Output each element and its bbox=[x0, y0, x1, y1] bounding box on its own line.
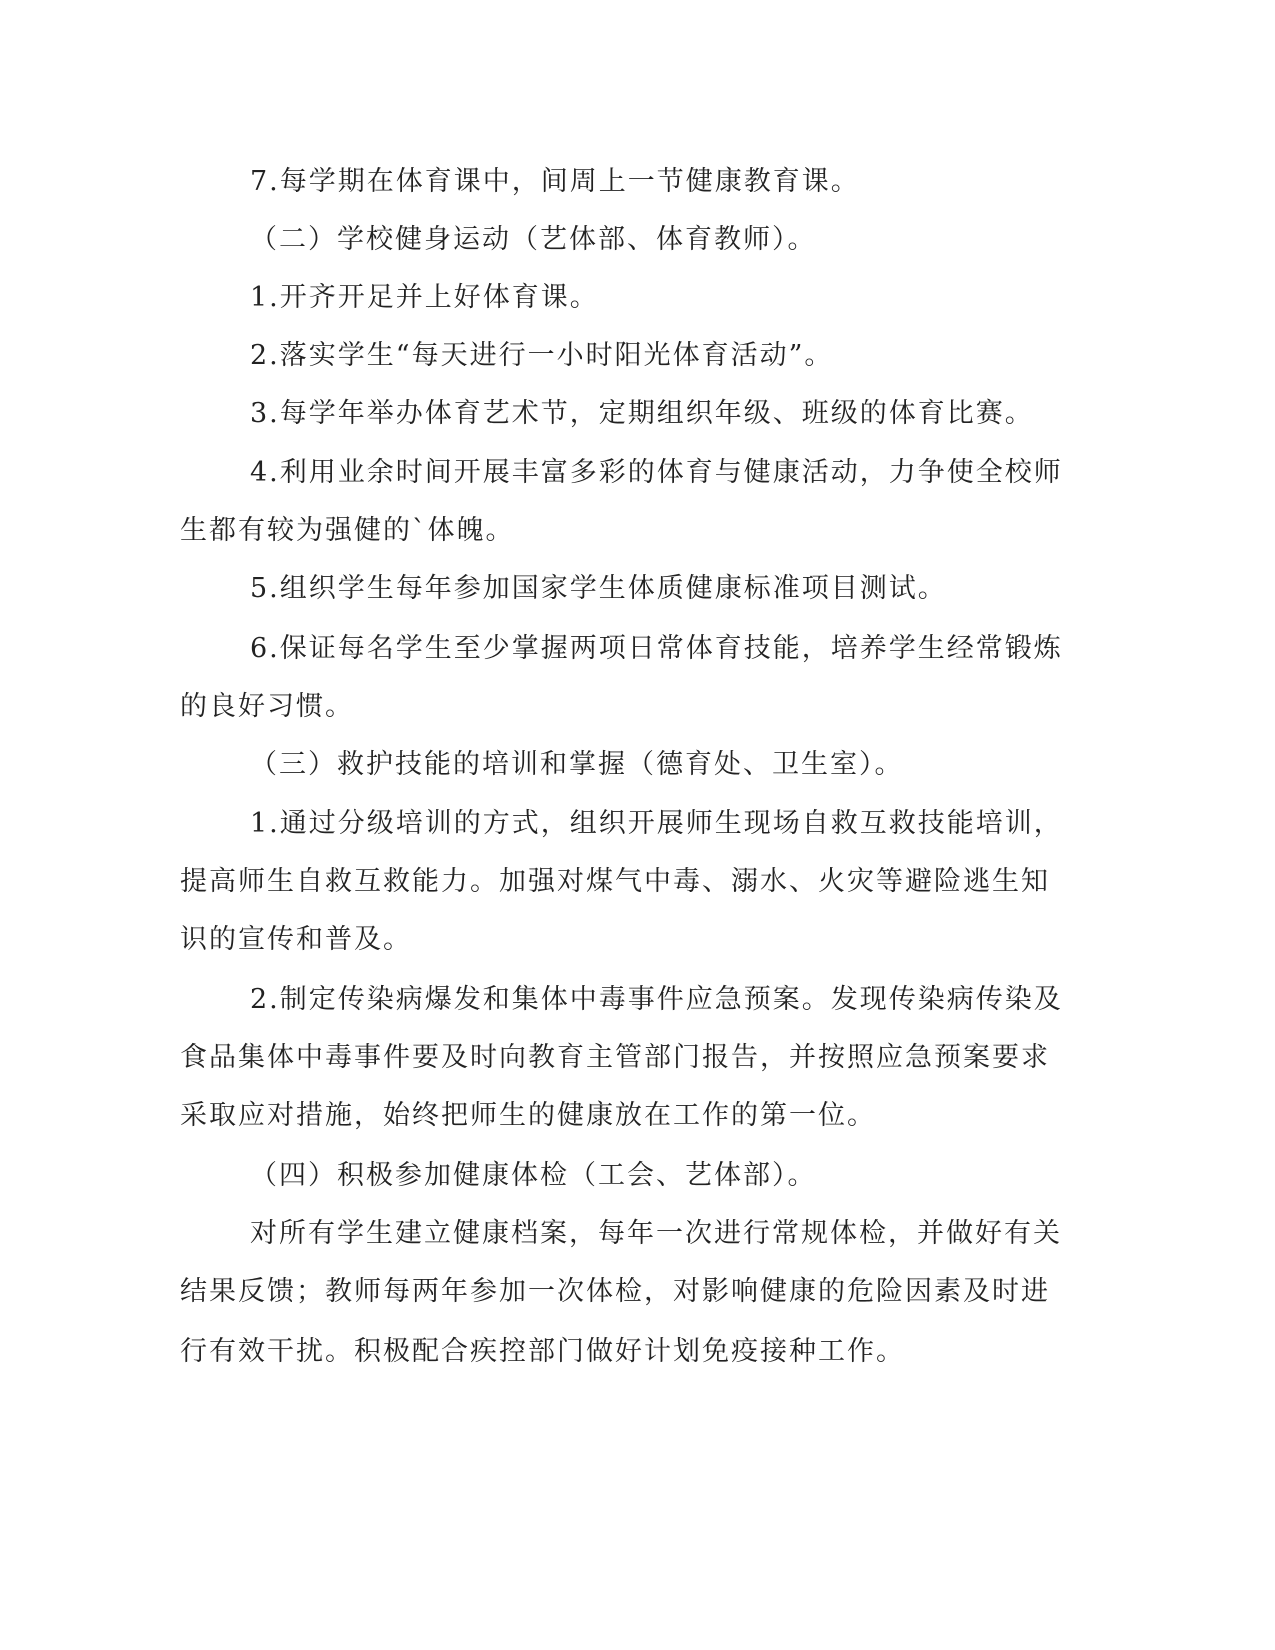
text-line: 的良好习惯。 bbox=[180, 691, 354, 722]
section-heading: （三）救护技能的培训和掌握（德育处、卫生室）。 bbox=[250, 749, 904, 780]
text-line: 5.组织学生每年参加国家学生体质健康标准项目测试。 bbox=[250, 573, 947, 604]
text-line: 1.通过分级培训的方式，组织开展师生现场自救互救技能培训， bbox=[250, 808, 1063, 839]
text-line: 提高师生自救互救能力。加强对煤气中毒、溺水、火灾等避险逃生知 bbox=[180, 866, 1050, 897]
section-heading: （二）学校健身运动（艺体部、体育教师）。 bbox=[250, 224, 817, 255]
text-line: 结果反馈；教师每两年参加一次体检，对影响健康的危险因素及时进 bbox=[180, 1276, 1050, 1307]
text-line: 采取应对措施，始终把师生的健康放在工作的第一位。 bbox=[180, 1100, 876, 1131]
text-line: 1.开齐开足并上好体育课。 bbox=[250, 282, 599, 313]
text-line: 6.保证每名学生至少掌握两项日常体育技能，培养学生经常锻炼 bbox=[250, 633, 1063, 664]
text-line: 生都有较为强健的`体魄。 bbox=[180, 515, 515, 546]
text-line: 2.制定传染病爆发和集体中毒事件应急预案。发现传染病传染及 bbox=[250, 984, 1063, 1015]
text-line: 食品集体中毒事件要及时向教育主管部门报告，并按照应急预案要求 bbox=[180, 1042, 1050, 1073]
text-line: 识的宣传和普及。 bbox=[180, 924, 412, 955]
text-line: 行有效干扰。积极配合疾控部门做好计划免疫接种工作。 bbox=[180, 1336, 905, 1367]
text-line: 4.利用业余时间开展丰富多彩的体育与健康活动，力争使全校师 bbox=[250, 457, 1063, 488]
text-line: 2.落实学生“每天进行一小时阳光体育活动”。 bbox=[250, 340, 834, 371]
text-line: 对所有学生建立健康档案，每年一次进行常规体检，并做好有关 bbox=[250, 1218, 1062, 1249]
section-heading: （四）积极参加健康体检（工会、艺体部）。 bbox=[250, 1160, 817, 1191]
text-line: 7.每学期在体育课中，间周上一节健康教育课。 bbox=[250, 166, 860, 197]
text-line: 3.每学年举办体育艺术节，定期组织年级、班级的体育比赛。 bbox=[250, 398, 1034, 429]
